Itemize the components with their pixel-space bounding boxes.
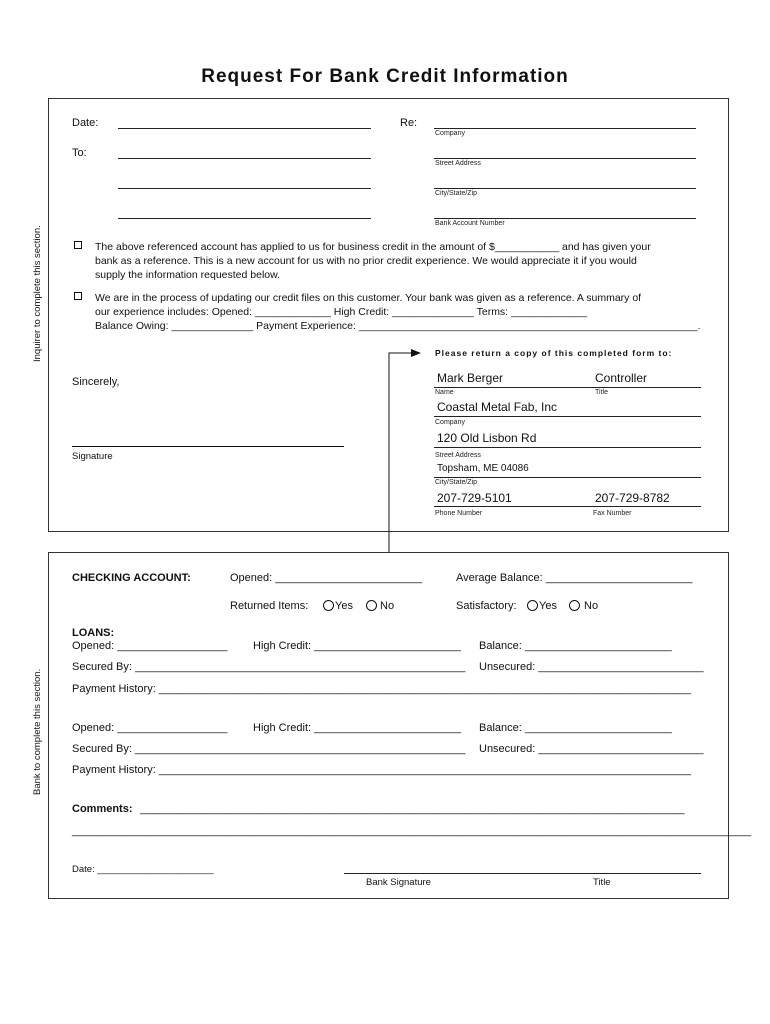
loan1-unsecured-field[interactable]: Unsecured: ___________________________: [479, 661, 704, 673]
loan1-payment-history-field[interactable]: Payment History: _______________________________________________________________________________________: [72, 683, 692, 695]
signature-caption: Signature: [72, 451, 113, 462]
loan1-opened-field[interactable]: Opened: __________________: [72, 640, 228, 652]
option2-line2: our experience includes: Opened: _____________ High Credit: ______________ Terms: _____________: [95, 306, 587, 318]
company-value[interactable]: Coastal Metal Fab, Inc: [437, 400, 558, 414]
street-line: [434, 447, 701, 448]
returned-items-label: Returned Items:: [230, 600, 309, 612]
city-caption: City/State/Zip: [435, 479, 478, 486]
street-value[interactable]: 120 Old Lisbon Rd: [437, 431, 537, 445]
name-caption: Name: [435, 389, 454, 396]
re-city-field[interactable]: [434, 188, 696, 189]
city-line: [434, 477, 701, 478]
return-label: Please return a copy of this completed form to:: [435, 348, 673, 358]
bank-signature-field[interactable]: [344, 873, 701, 874]
company-line: [434, 416, 701, 417]
re-company-caption: Company: [435, 130, 465, 137]
inquirer-side-label: Inquirer to complete this section.: [32, 225, 43, 362]
update-files-checkbox[interactable]: [74, 292, 82, 300]
loan2-opened-field[interactable]: Opened: __________________: [72, 722, 228, 734]
loans-label: LOANS:: [72, 627, 115, 639]
new-account-checkbox[interactable]: [74, 241, 82, 249]
to-field-line-2[interactable]: [118, 188, 371, 189]
satisfactory-label: Satisfactory:: [456, 600, 517, 612]
average-balance-field[interactable]: Average Balance: ________________________: [456, 572, 693, 584]
comments-field-line-1[interactable]: _________________________________________________________________________________________: [140, 803, 685, 815]
returned-yes-label: Yes: [335, 600, 353, 612]
re-account-caption: Bank Account Number: [435, 220, 505, 227]
street-caption: Street Address: [435, 452, 481, 459]
loan2-payment-history-field[interactable]: Payment History: _______________________________________________________________________________________: [72, 764, 692, 776]
option1-line1: The above referenced account has applied to us for business credit in the amount of $___________ and has given your: [95, 241, 651, 253]
comments-label: Comments:: [72, 803, 133, 815]
satisfactory-no-label: No: [584, 600, 599, 612]
title-caption: Title: [595, 389, 608, 396]
city-value[interactable]: Topsham, ME 04086: [437, 463, 529, 474]
loan1-secured-field[interactable]: Secured By: ______________________________________________________: [72, 661, 466, 673]
re-street-field[interactable]: [434, 158, 696, 159]
option1-line2: bank as a reference. This is a new account for us with no prior credit experience. We would appreciate it if you would: [95, 255, 637, 267]
phone-line: [434, 506, 701, 507]
to-label: To:: [72, 147, 87, 159]
sincerely-text: Sincerely,: [72, 376, 120, 388]
bank-title-caption: Title: [593, 877, 611, 888]
satisfactory-no-radio[interactable]: [569, 600, 580, 611]
loan2-balance-field[interactable]: Balance: ________________________: [479, 722, 672, 734]
comments-field-line-2[interactable]: _______________________________________________________________________________________________________________: [72, 825, 752, 837]
loan2-unsecured-field[interactable]: Unsecured: ___________________________: [479, 743, 704, 755]
date-label: Date:: [72, 117, 99, 129]
date-field[interactable]: [118, 128, 371, 129]
returned-yes-radio[interactable]: [323, 600, 334, 611]
to-field-line-1[interactable]: [118, 158, 371, 159]
bank-date-field[interactable]: Date: ______________________: [72, 864, 214, 875]
loan2-secured-field[interactable]: Secured By: ______________________________________________________: [72, 743, 466, 755]
bank-signature-caption: Bank Signature: [366, 877, 431, 888]
satisfactory-yes-radio[interactable]: [527, 600, 538, 611]
loan1-high-credit-field[interactable]: High Credit: ________________________: [253, 640, 461, 652]
signature-field[interactable]: [72, 446, 344, 447]
checking-opened-field[interactable]: Opened: ________________________: [230, 572, 423, 584]
bank-side-label: Bank to complete this section.: [32, 668, 43, 795]
company-caption: Company: [435, 419, 465, 426]
option1-line3: supply the information requested below.: [95, 269, 281, 281]
returned-no-radio[interactable]: [366, 600, 377, 611]
name-value[interactable]: Mark Berger: [437, 371, 504, 385]
satisfactory-yes-label: Yes: [539, 600, 557, 612]
page-title: Request For Bank Credit Information: [201, 66, 569, 87]
phone-caption: Phone Number: [435, 510, 483, 517]
returned-no-label: No: [380, 600, 395, 612]
loan2-high-credit-field[interactable]: High Credit: ________________________: [253, 722, 461, 734]
name-line: [434, 387, 701, 388]
option2-line3: Balance Owing: ______________ Payment Experience: __________________________________________________________.: [95, 320, 701, 332]
phone-value[interactable]: 207-729-5101: [437, 491, 512, 505]
re-label: Re:: [400, 117, 418, 129]
re-street-caption: Street Address: [435, 160, 481, 167]
checking-account-label: CHECKING ACCOUNT:: [72, 572, 191, 584]
re-city-caption: City/State/Zip: [435, 190, 478, 197]
option2-line1: We are in the process of updating our credit files on this customer. Your bank was given as a reference. A summary of: [95, 292, 642, 304]
title-value[interactable]: Controller: [595, 371, 648, 385]
re-account-field[interactable]: [434, 218, 696, 219]
loan1-balance-field[interactable]: Balance: ________________________: [479, 640, 672, 652]
fax-value[interactable]: 207-729-8782: [595, 491, 670, 505]
to-field-line-3[interactable]: [118, 218, 371, 219]
re-company-field[interactable]: [434, 128, 696, 129]
fax-caption: Fax Number: [593, 510, 632, 517]
